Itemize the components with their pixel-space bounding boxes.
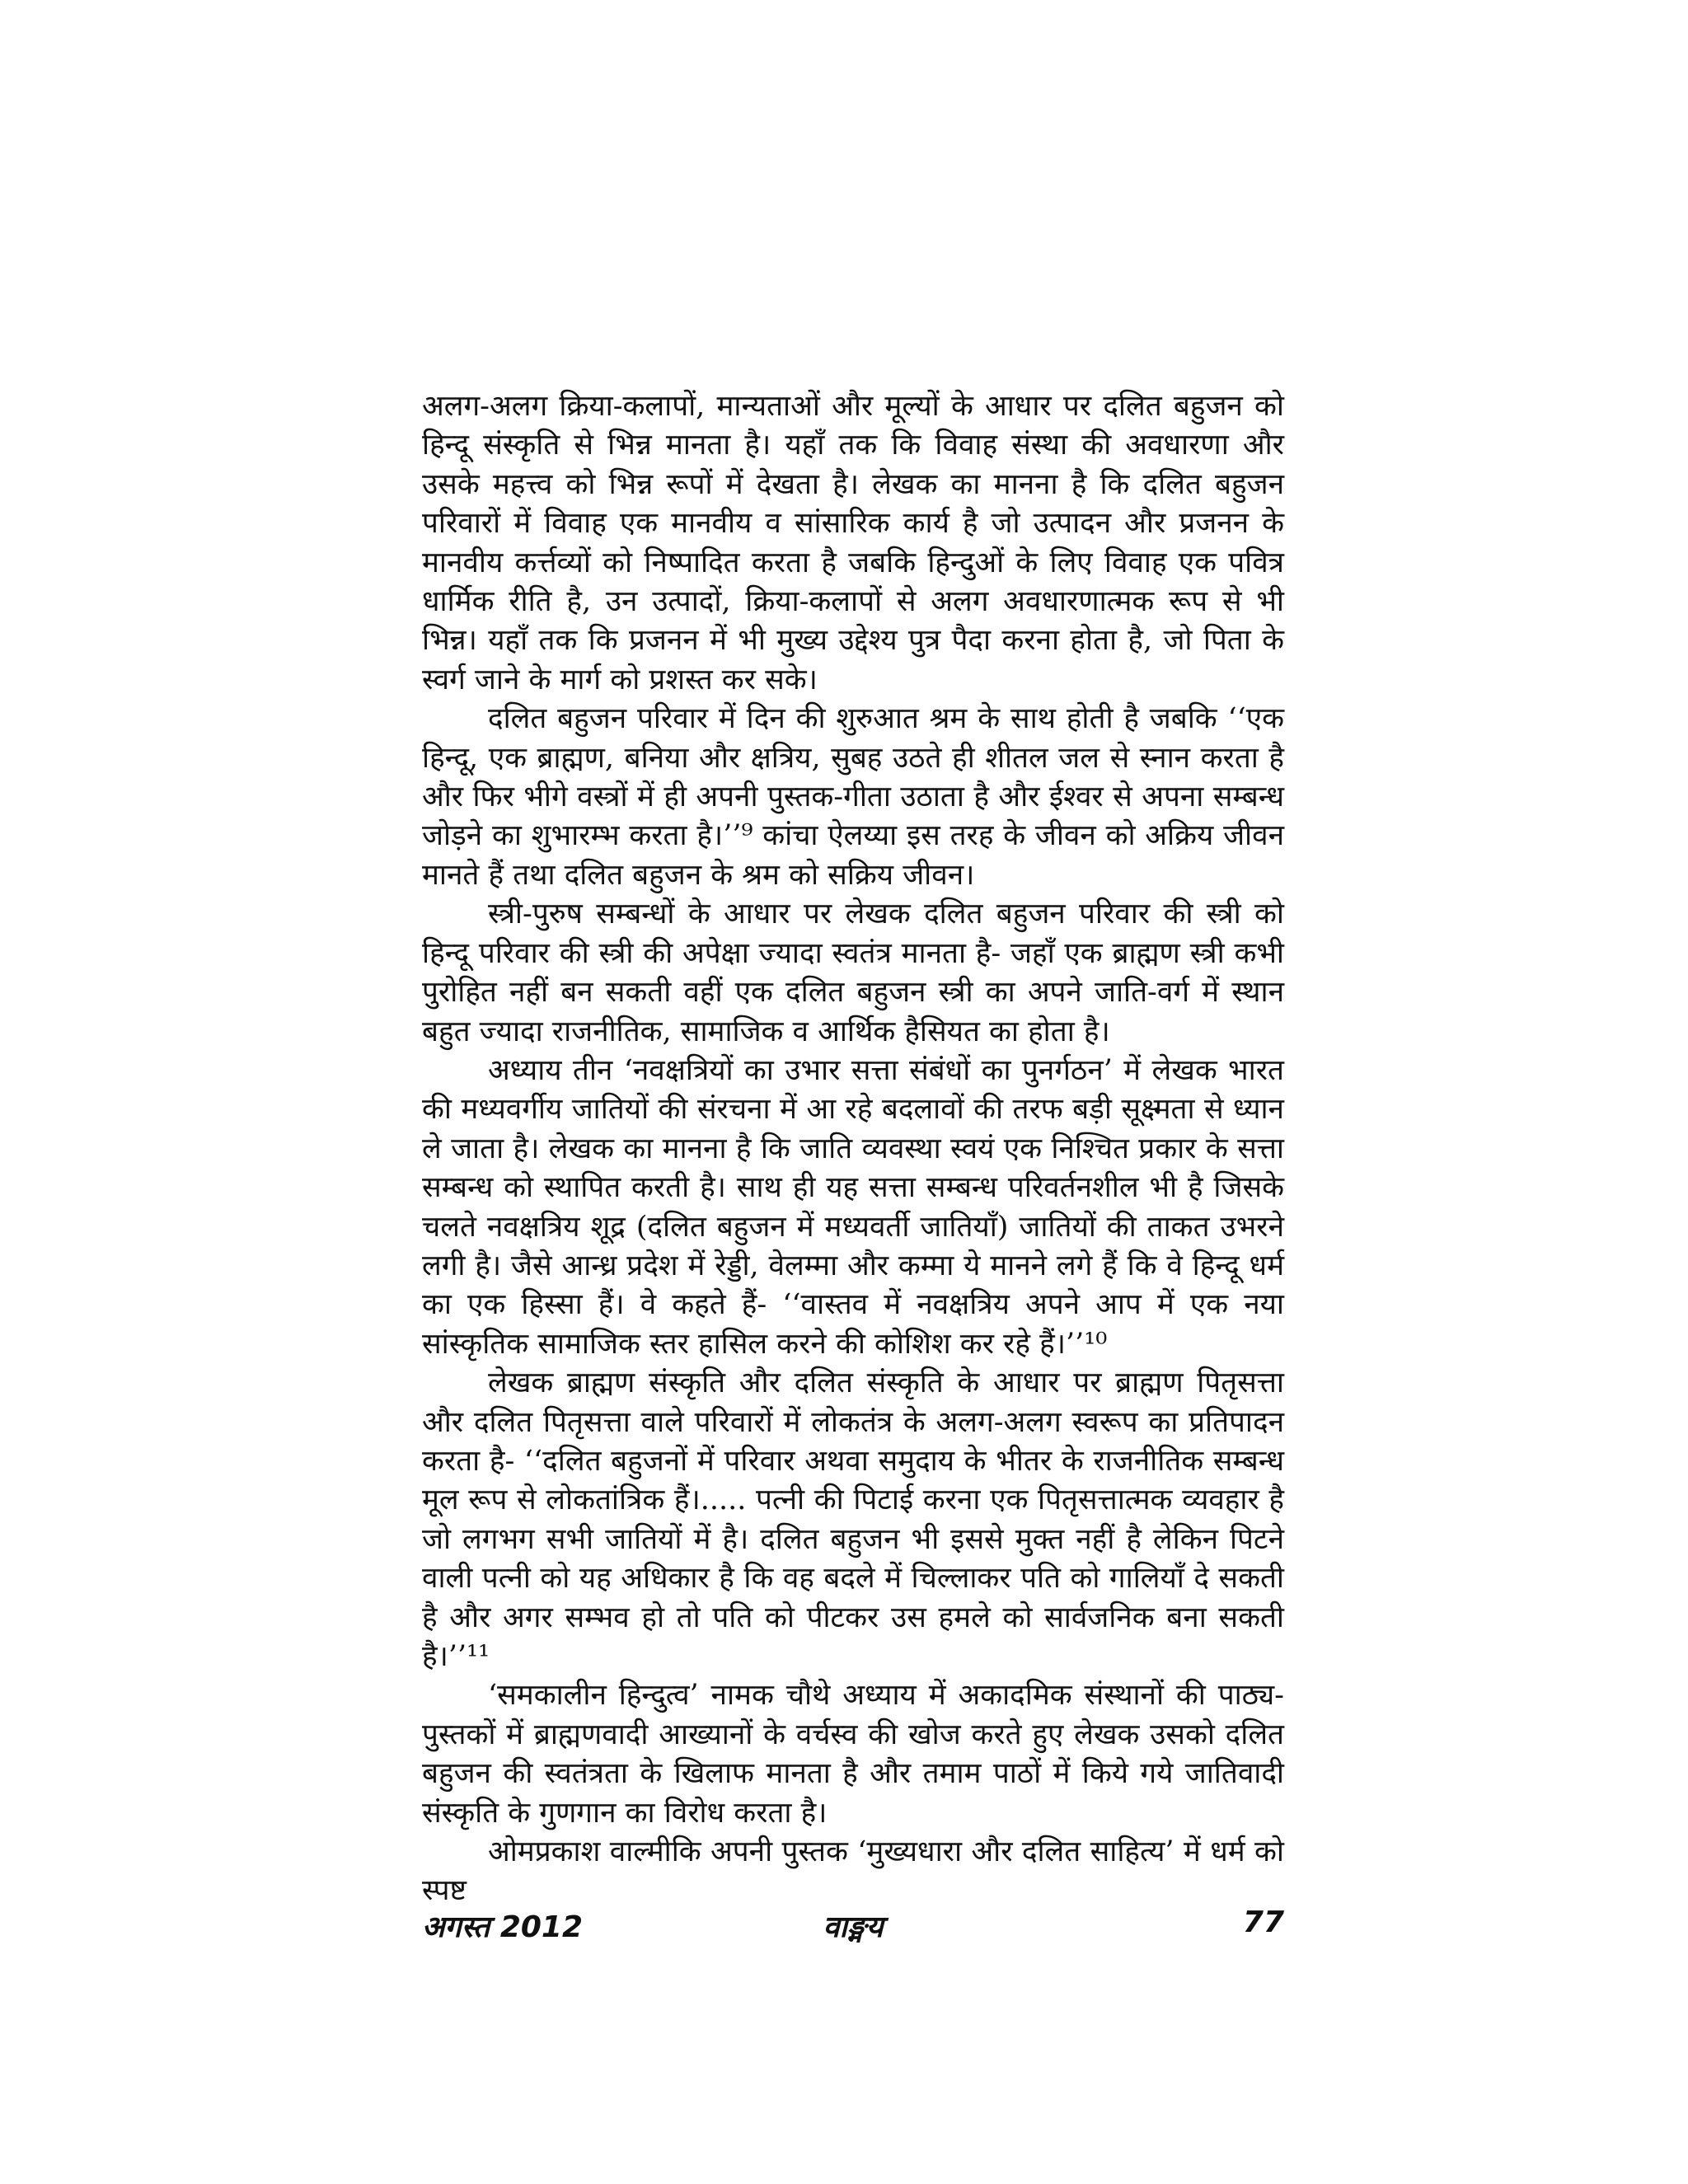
page-footer: [422, 1905, 1284, 1955]
paragraph-3: स्त्री-पुरुष सम्बन्धों के आधार पर लेखक दलित बहुजन परिवार की स्त्री को हिन्दू परिवार की स्त्री की अपेक्षा ज्यादा स्वतंत्र मानता है- जहाँ एक ब्राह्मण स्त्री कभी पुरोहित नहीं बन सकती वहीं एक दलित बहुजन स्त्री का अपने जाति-वर्ग में स्थान बहुत ज्यादा राजनीतिक, सामाजिक व आर्थिक हैसियत का होता है।: [422, 898, 1284, 1048]
body-text: [422, 387, 1284, 1911]
page-number: 77: [1242, 1905, 1284, 1939]
footer-journal-title: वाङ्मय: [823, 1910, 884, 1944]
paragraph-4: अध्याय तीन ‘नवक्षत्रियों का उभार सत्ता संबंधों का पुनर्गठन’ में लेखक भारत की मध्यवर्गीय जातियों की संरचना में आ रहे बदलावों की तरफ बड़ी सूक्ष्मता से ध्यान ले जाता है। लेखक का मानना है कि जाति व्यवस्था स्वयं एक निश्चित प्रकार के सत्ता सम्बन्ध को स्थापित करती है। साथ ही यह सत्ता सम्बन्ध परिवर्तनशील भी है जिसके चलते नवक्षत्रिय शूद्र (दलित बहुजन में मध्यवर्ती जातियाँ) जातियों की ताकत उभरने लगी है। जैसे आन्ध्र प्रदेश में रेड्डी, वेलम्मा और कम्मा ये मानने लगे हैं कि वे हिन्दू धर्म का एक हिस्सा हैं। वे कहते हैं- ‘‘वास्तव में नवक्षत्रिय अपने आप में एक नया सांस्कृतिक सामाजिक स्तर हासिल करने की कोशिश कर रहे हैं।’’¹⁰: [422, 1053, 1284, 1361]
paragraph-7: ओमप्रकाश वाल्मीकि अपनी पुस्तक ‘मुख्यधारा और दलित साहित्य’ में धर्म को स्पष्ट: [422, 1835, 1284, 1908]
paragraph-1: अलग-अलग क्रिया-कलापों, मान्यताओं और मूल्यों के आधार पर दलित बहुजन को हिन्दू संस्कृति से भिन्न मानता है। यहाँ तक कि विवाह संस्था की अवधारणा और उसके महत्त्व को भिन्न रूपों में देखता है। लेखक का मानना है कि दलित बहुजन परिवारों में विवाह एक मानवीय व सांसारिक कार्य है जो उत्पादन और प्रजनन के मानवीय कर्त्तव्यों को निष्पादित करता है जबकि हिन्दुओं के लिए विवाह एक पवित्र धार्मिक रीति है, उन उत्पादों, क्रिया-कलापों से अलग अवधारणात्मक रूप से भी भिन्न। यहाँ तक कि प्रजनन में भी मुख्य उद्देश्य पुत्र पैदा करना होता है, जो पिता के स्वर्ग जाने के मार्ग को प्रशस्त कर सके।: [422, 390, 1284, 696]
footer-date: अगस्त 2012: [422, 1910, 584, 1944]
paragraph-5: लेखक ब्राह्मण संस्कृति और दलित संस्कृति के आधार पर ब्राह्मण पितृसत्ता और दलित पितृसत्ता वाले परिवारों में लोकतंत्र के अलग-अलग स्वरूप का प्रतिपादन करता है- ‘‘दलित बहुजनों में परिवार अथवा समुदाय के भीतर के राजनीतिक सम्बन्ध मूल रूप से लोकतांत्रिक हैं।..... पत्नी की पिटाई करना एक पितृसत्तात्मक व्यवहार है जो लगभग सभी जातियों में है। दलित बहुजन भी इससे मुक्त नहीं है लेकिन पिटने वाली पत्नी को यह अधिकार है कि वह बदले में चिल्लाकर पति को गालियाँ दे सकती है और अगर सम्भव हो तो पति को पीटकर उस हमले को सार्वजनिक बना सकती है।’’¹¹: [422, 1366, 1284, 1673]
paragraph-2: दलित बहुजन परिवार में दिन की शुरुआत श्रम के साथ होती है जबकि ‘‘एक हिन्दू, एक ब्राह्मण, बनिया और क्षत्रिय, सुबह उठते ही शीतल जल से स्नान करता है और फिर भीगे वस्त्रों में ही अपनी पुस्तक-गीता उठाता है और ईश्वर से अपना सम्बन्ध जोड़ने का शुभारम्भ करता है।’’⁹ कांचा ऐलय्या इस तरह के जीवन को अक्रिय जीवन मानते हैं तथा दलित बहुजन के श्रम को सक्रिय जीवन।: [422, 702, 1284, 892]
paragraph-6: ‘समकालीन हिन्दुत्व’ नामक चौथे अध्याय में अकादमिक संस्थानों की पाठ्य-पुस्तकों में ब्राह्मणवादी आख्यानों के वर्चस्व की खोज करते हुए लेखक उसको दलित बहुजन की स्वतंत्रता के खिलाफ मानता है और तमाम पाठों में किये गये जातिवादी संस्कृति के गुणगान का विरोध करता है।: [422, 1679, 1284, 1830]
